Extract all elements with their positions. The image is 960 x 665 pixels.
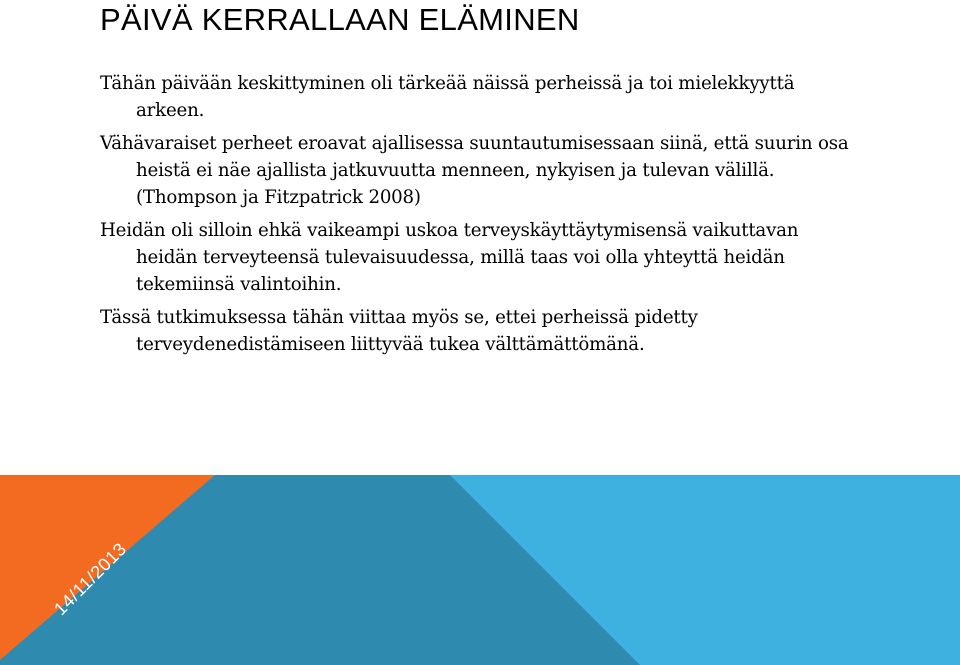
paragraph-2: Vähävaraiset perheet eroavat ajallisessa suuntautumisessaan siinä, että suurin osa heistä ei näe ajallista jatkuvuutta menneen, nykyisen ja tulevan välillä. (Thompson ja Fitzpatrick 2008) [100, 133, 849, 208]
paragraph-3: Heidän oli silloin ehkä vaikeampi uskoa terveyskäyttäytymisensä vaikuttavan heidän terveyteensä tulevaisuudessa, millä taas voi olla yhteyttä heidän tekemiinsä valintoihin. [100, 220, 799, 295]
slide-body [100, 70, 860, 364]
paragraph-4: Tässä tutkimuksessa tähän viittaa myös se, ettei perheissä pidetty terveydenedistämiseen liittyvää tukea välttämättömänä. [100, 307, 698, 355]
footer-decoration [0, 475, 960, 665]
slide-title: PÄIVÄ KERRALLAAN ELÄMINEN [100, 2, 580, 37]
paragraph-1: Tähän päivään keskittyminen oli tärkeää näissä perheissä ja toi mielekkyyttä arkeen. [100, 73, 795, 121]
slide-date: 14/11/2013 [50, 538, 131, 620]
